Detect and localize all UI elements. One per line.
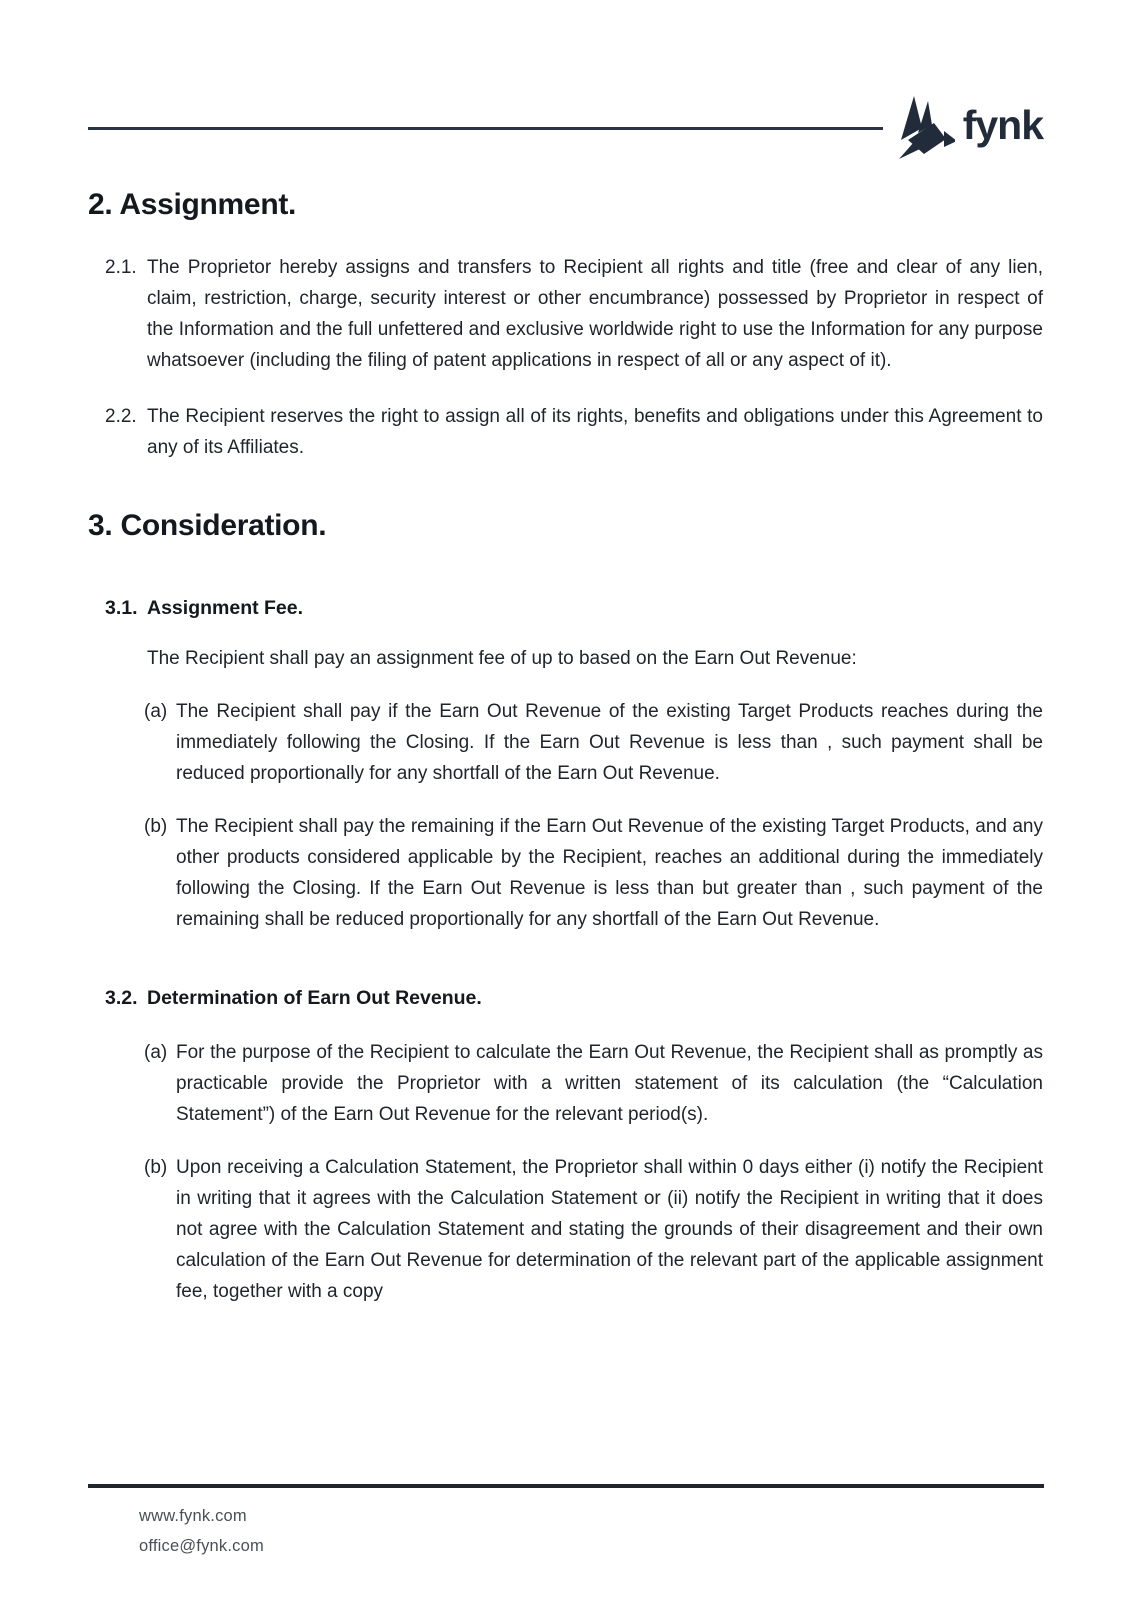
clause-3-1-a xyxy=(88,696,1043,789)
subsection-3-1-title: Assignment Fee. xyxy=(147,597,304,619)
origami-crane-icon xyxy=(899,96,955,160)
clause-2-2-text: The Recipient reserves the right to assign all of its rights, benefits and obligations under this Agreement to any of its Affiliates. xyxy=(147,406,1043,458)
subsection-3-1-number: 3.1. xyxy=(105,597,138,619)
clause-3-2-b-text: Upon receiving a Calculation Statement, the Proprietor shall within 0 days either (i) notify the Recipient in writing that it agrees with the Calculation Statement or (ii) notify the Recipient in writing that it does not agree with the Calculation Statement and stating the grounds of their disagreement and their own calculation of the Earn Out Revenue for determination of the relevant part of the applicable assignment fee, together with a copy xyxy=(176,1157,1043,1302)
clause-3-1-b xyxy=(88,811,1043,935)
clause-2-1 xyxy=(88,252,1043,376)
clause-3-2-b xyxy=(88,1152,1043,1307)
subsection-3-1-intro: The Recipient shall pay an assignment fee of up to based on the Earn Out Revenue: xyxy=(147,648,857,669)
clause-2-2-number: 2.2. xyxy=(105,406,137,427)
subsection-3-1-heading xyxy=(88,595,1043,621)
subsection-3-2-number: 3.2. xyxy=(105,987,138,1009)
clause-3-2-a-marker: (a) xyxy=(144,1042,168,1063)
clause-3-1-b-text: The Recipient shall pay the remaining if the Earn Out Revenue of the existing Target Products, and any other products considered applicable by the Recipient, reaches an additional during the immediately following the Closing. If the Earn Out Revenue is less than but greater than , such payment of the remaining shall be reduced proportionally for any shortfall of the Earn Out Revenue. xyxy=(176,816,1043,930)
document-content xyxy=(88,0,1043,1307)
footer-divider xyxy=(88,1484,1044,1488)
footer-contact xyxy=(88,1501,1044,1561)
clause-3-2-a xyxy=(88,1037,1043,1130)
clause-3-1-a-text: The Recipient shall pay if the Earn Out Revenue of the existing Target Products reaches during the immediately following the Closing. If the Earn Out Revenue is less than , such payment shall be reduced proportionally for any shortfall of the Earn Out Revenue. xyxy=(176,701,1043,784)
brand-logo xyxy=(899,96,1043,160)
section-2-title: 2. Assignment. xyxy=(88,188,297,221)
clause-2-1-number: 2.1. xyxy=(105,257,137,278)
clause-3-1-b-marker: (b) xyxy=(144,816,168,837)
subsection-3-2-title: Determination of Earn Out Revenue. xyxy=(147,987,482,1009)
brand-name: fynk xyxy=(962,101,1043,148)
footer-email: office@fynk.com xyxy=(139,1537,264,1555)
page-header xyxy=(88,96,1043,160)
subsection-3-2-heading xyxy=(88,985,1043,1011)
clause-3-1-a-marker: (a) xyxy=(144,701,168,722)
clause-3-2-b-marker: (b) xyxy=(144,1157,168,1178)
clause-2-1-text: The Proprietor hereby assigns and transfers to Recipient all rights and title (free and clear of any lien, claim, restriction, charge, security interest or other encumbrance) possessed by Proprietor in respect of the Information and the full unfettered and exclusive worldwide right to use the Information for any purpose whatsoever (including the filing of patent applications in respect of all or any aspect of it). xyxy=(147,257,1043,371)
section-2-clauses xyxy=(88,252,1043,463)
footer-website: www.fynk.com xyxy=(139,1507,247,1525)
section-3-title: 3. Consideration. xyxy=(88,509,327,542)
page-footer xyxy=(88,1484,1044,1561)
clause-3-2-a-text: For the purpose of the Recipient to calculate the Earn Out Revenue, the Recipient shall as promptly as practicable provide the Proprietor with a written statement of its calculation (the “Calculation Statement”) of the Earn Out Revenue for the relevant period(s). xyxy=(176,1042,1043,1125)
header-divider xyxy=(88,127,883,130)
clause-2-2 xyxy=(88,401,1043,463)
